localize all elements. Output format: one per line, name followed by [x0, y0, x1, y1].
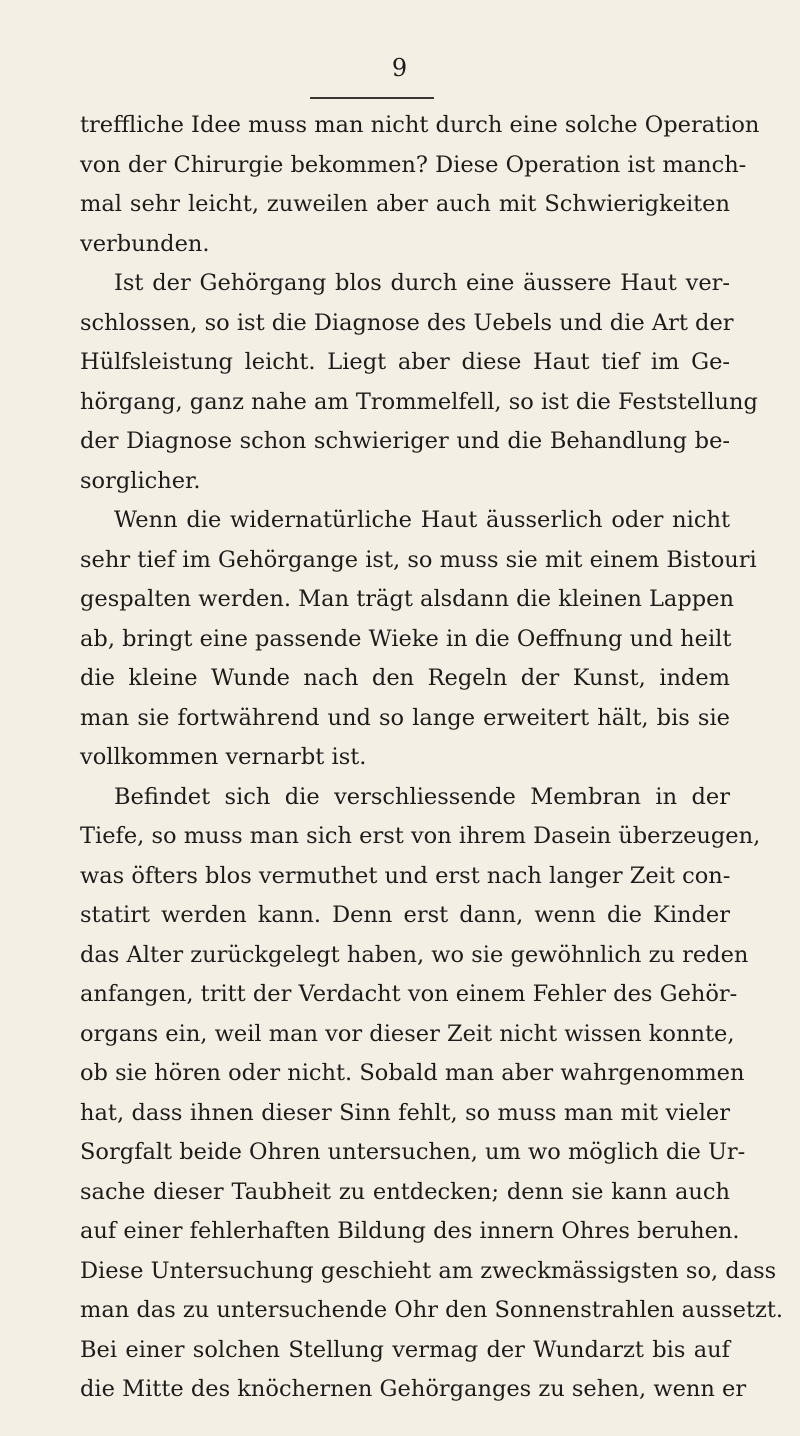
paragraph — [80, 501, 757, 778]
text-line: vollkommen vernarbt ist. — [80, 744, 367, 770]
text-line: was öfters blos vermuthet und erst nach langer Zeit con- — [80, 862, 731, 889]
text-line: Befindet sich die verschliessende Membran in der — [114, 783, 730, 810]
text-line: sorglicher. — [80, 467, 201, 494]
text-line: schlossen, so ist die Diagnose des Uebels und die Art der — [80, 309, 734, 336]
text-line: hörgang, ganz nahe am Trommelfell, so ist die Feststellung — [80, 388, 758, 415]
text-line: Hülfsleistung leicht. Liegt aber diese Haut tief im Ge- — [80, 349, 730, 375]
text-line: auf einer fehlerhaften Bildung des innern Ohres beruhen. — [80, 1218, 740, 1244]
text-line: die kleine Wunde nach den Regeln der Kunst, indem — [80, 665, 730, 691]
text-line: sehr tief im Gehörgange ist, so muss sie mit einem Bistouri — [80, 546, 757, 573]
text-line: ob sie hören oder nicht. Sobald man aber wahrgenommen — [80, 1060, 745, 1086]
text-line: Ist der Gehörgang blos durch eine äussere Haut ver- — [114, 270, 730, 296]
text-line: man das zu untersuchende Ohr den Sonnenstrahlen aussetzt. — [80, 1297, 784, 1323]
text-line: hat, dass ihnen dieser Sinn fehlt, so muss man mit vieler — [80, 1099, 730, 1126]
paragraph — [80, 106, 760, 264]
text-line: die Mitte des knöchernen Gehörganges zu sehen, wenn er — [80, 1376, 747, 1402]
text-line: mal sehr leicht, zuweilen aber auch mit Schwierigkeiten — [80, 191, 730, 217]
text-line: Wenn die widernatürliche Haut äusserlich oder nicht — [114, 507, 730, 533]
text-line: Sorgfalt beide Ohren untersuchen, um wo möglich die Ur- — [80, 1139, 746, 1165]
text-line: Diese Untersuchung geschieht am zweckmässigsten so, dass — [80, 1257, 777, 1284]
text-line: statirt werden kann. Denn erst dann, wenn die Kinder — [80, 902, 730, 928]
paragraph — [80, 778, 784, 1410]
header-rule — [310, 97, 434, 99]
text-line: von der Chirurgie bekommen? Diese Operation ist manch- — [80, 151, 747, 178]
text-line: organs ein, weil man vor dieser Zeit nicht wissen konnte, — [80, 1020, 735, 1047]
page-number: 9 — [391, 54, 409, 82]
text-line: der Diagnose schon schwieriger und die Behandlung be- — [80, 428, 730, 454]
text-line: sache dieser Taubheit zu entdecken; denn sie kann auch — [80, 1178, 730, 1205]
text-line: treffliche Idee muss man nicht durch eine solche Operation — [80, 112, 760, 138]
text-line: gespalten werden. Man trägt alsdann die kleinen Lappen — [80, 586, 734, 612]
text-line: anfangen, tritt der Verdacht von einem Fehler des Gehör- — [80, 981, 738, 1007]
text-line: verbunden. — [80, 230, 210, 257]
text-line: ab, bringt eine passende Wieke in die Oeffnung und heilt — [80, 625, 732, 652]
text-line: Tiefe, so muss man sich erst von ihrem Dasein überzeugen, — [80, 823, 761, 849]
body-text — [80, 106, 784, 1410]
text-line: man sie fortwährend und so lange erweitert hält, bis sie — [80, 704, 730, 731]
text-line: das Alter zurückgelegt haben, wo sie gewöhnlich zu reden — [80, 941, 749, 968]
text-line: Bei einer solchen Stellung vermag der Wundarzt bis auf — [80, 1336, 730, 1363]
paragraph — [80, 264, 758, 501]
